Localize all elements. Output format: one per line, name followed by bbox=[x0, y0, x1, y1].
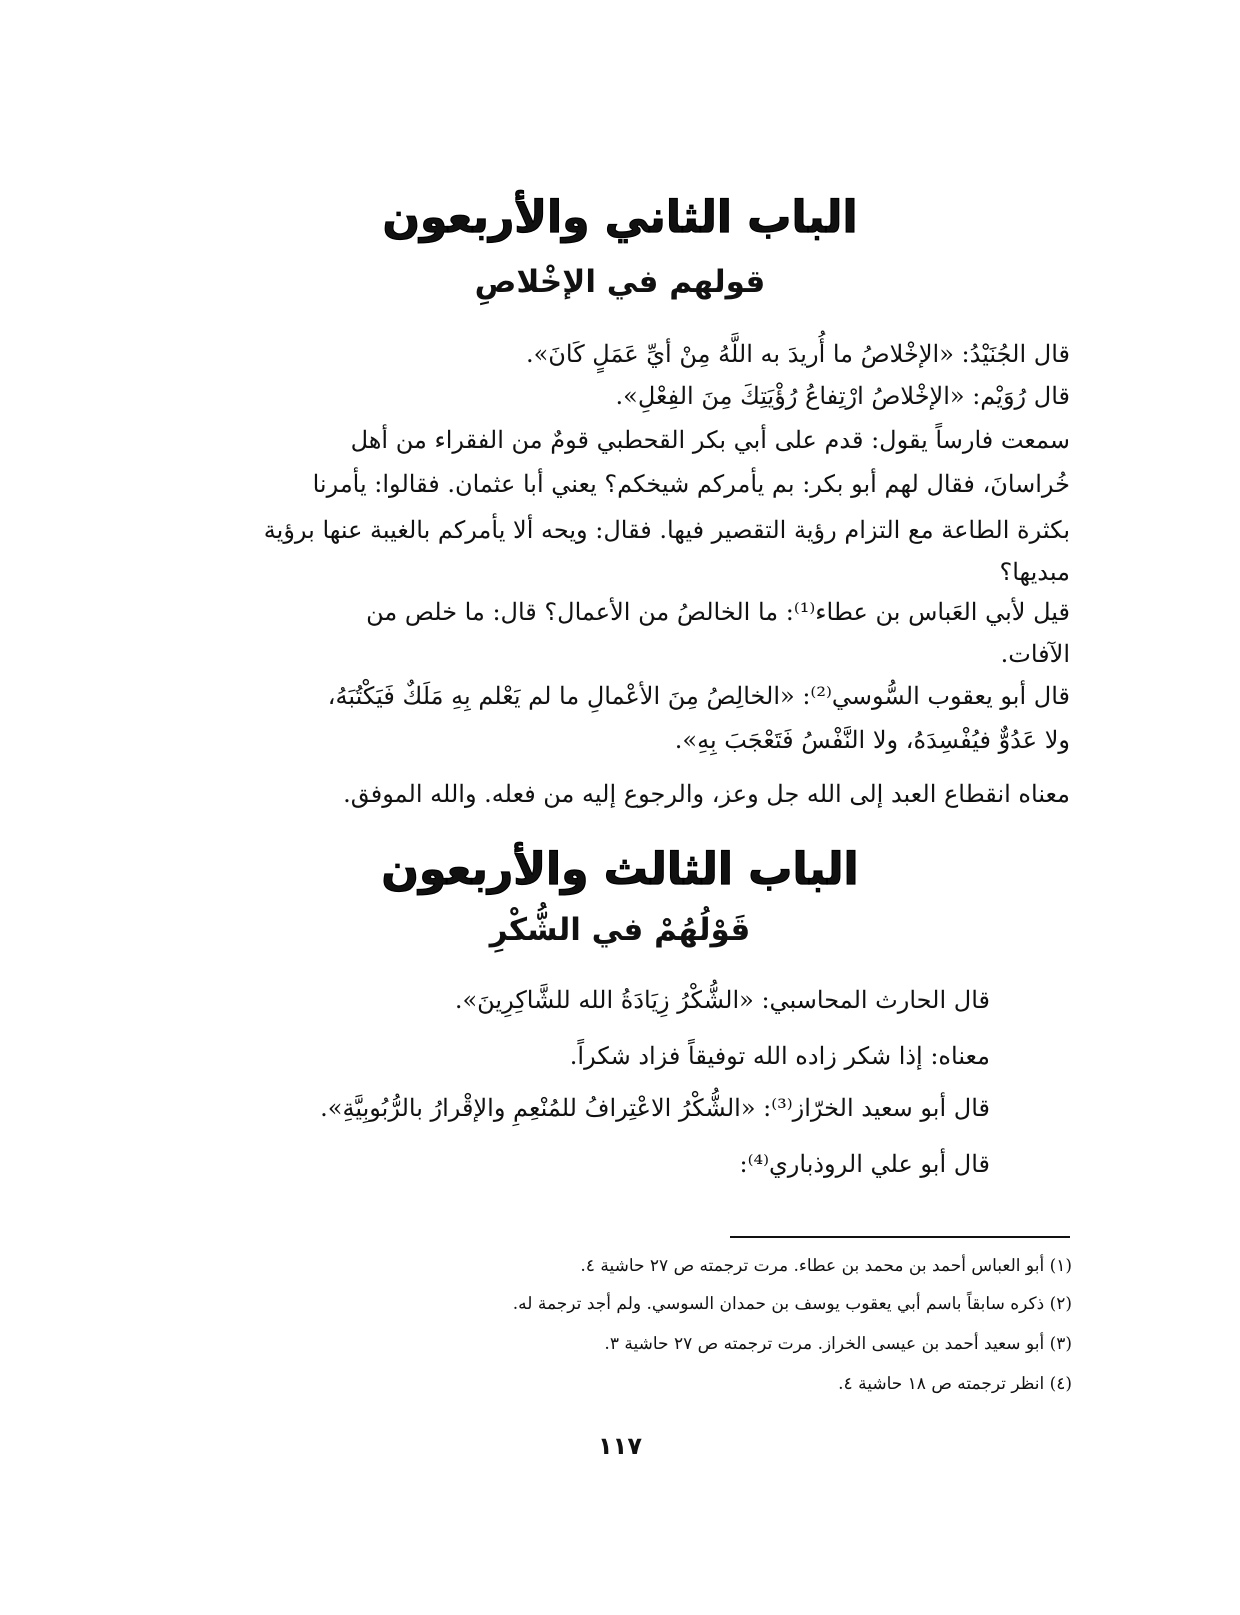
footnote: (٤) انظر ترجمته ص ١٨ حاشية ٤. bbox=[838, 1374, 1072, 1394]
paragraph-line: قال أبو يعقوب السُّوسي⁽²⁾: «الخالِصُ مِنَ الأعْمالِ ما لم يَعْلم بِهِ مَلَكٌ فَيَكْتُبَهُ، bbox=[327, 682, 1070, 710]
paragraph-line: ولا عَدُوٌّ فيُفْسِدَهُ، ولا النَّفْسُ فَتَعْجَبَ بِهِ». bbox=[674, 726, 1070, 754]
page-number: ١١٧ bbox=[598, 1432, 642, 1460]
paragraph-line: سمعت فارساً يقول: قدم على أبي بكر القحطبي قومٌ من الفقراء من أهل bbox=[350, 426, 1070, 454]
paragraph-line: قال الجُنَيْدُ: «الإخْلاصُ ما أُريدَ به اللَّهُ مِنْ أيِّ عَمَلٍ كَانَ». bbox=[525, 340, 1070, 368]
chapter-42-subtitle: قولهم في الإخْلاصِ bbox=[474, 264, 766, 300]
footnote-separator bbox=[730, 1236, 1070, 1238]
paragraph-line: الآفات. bbox=[1000, 640, 1070, 668]
paragraph-line: قال الحارث المحاسبي: «الشُّكْرُ زِيَادَةُ الله للشَّاكِرِينَ». bbox=[454, 986, 990, 1014]
paragraph-line: قال رُوَيْم: «الإخْلاصُ ارْتِفاعُ رُؤْيَتِكَ مِنَ الفِعْلِ». bbox=[615, 382, 1070, 410]
chapter-43-subtitle: قَوْلُهُمْ في الشُّكْرِ bbox=[489, 912, 751, 948]
paragraph-line: قال أبو سعيد الخرّاز⁽³⁾: «الشُّكْرُ الاعْتِرافُ للمُنْعِمِ والإقْرارُ بالرُّبُوبِيَّةِ». bbox=[320, 1094, 990, 1122]
footnote: (٢) ذكره سابقاً باسم أبي يعقوب يوسف بن حمدان السوسي. ولم أجد ترجمة له. bbox=[512, 1294, 1072, 1314]
footnote: (١) أبو العباس أحمد بن محمد بن عطاء. مرت ترجمته ص ٢٧ حاشية ٤. bbox=[580, 1256, 1072, 1276]
paragraph-line: قيل لأبي العَباس بن عطاء⁽¹⁾: ما الخالصُ من الأعمال؟ قال: ما خلص من bbox=[366, 598, 1070, 626]
chapter-43-title: الباب الثالث والأربعون bbox=[381, 844, 859, 895]
footnote: (٣) أبو سعيد أحمد بن عيسى الخراز. مرت ترجمته ص ٢٧ حاشية ٣. bbox=[604, 1334, 1072, 1354]
paragraph-line: معناه: إذا شكر زاده الله توفيقاً فزاد شكراً. bbox=[569, 1042, 990, 1070]
paragraph-line: خُراسانَ، فقال لهم أبو بكر: بم يأمركم شيخكم؟ يعني أبا عثمان. فقالوا: يأمرنا bbox=[312, 470, 1070, 498]
chapter-42-title: الباب الثاني والأربعون bbox=[382, 192, 858, 243]
paragraph-line: معناه انقطاع العبد إلى الله جل وعز، والرجوع إليه من فعله. والله الموفق. bbox=[343, 780, 1070, 808]
paragraph-line: قال أبو علي الروذباري⁽⁴⁾: bbox=[739, 1150, 990, 1178]
paragraph-line: بكثرة الطاعة مع التزام رؤية التقصير فيها. فقال: ويحه ألا يأمركم بالغيبة عنها برؤية bbox=[263, 516, 1070, 544]
paragraph-line: مبديها؟ bbox=[999, 558, 1070, 586]
